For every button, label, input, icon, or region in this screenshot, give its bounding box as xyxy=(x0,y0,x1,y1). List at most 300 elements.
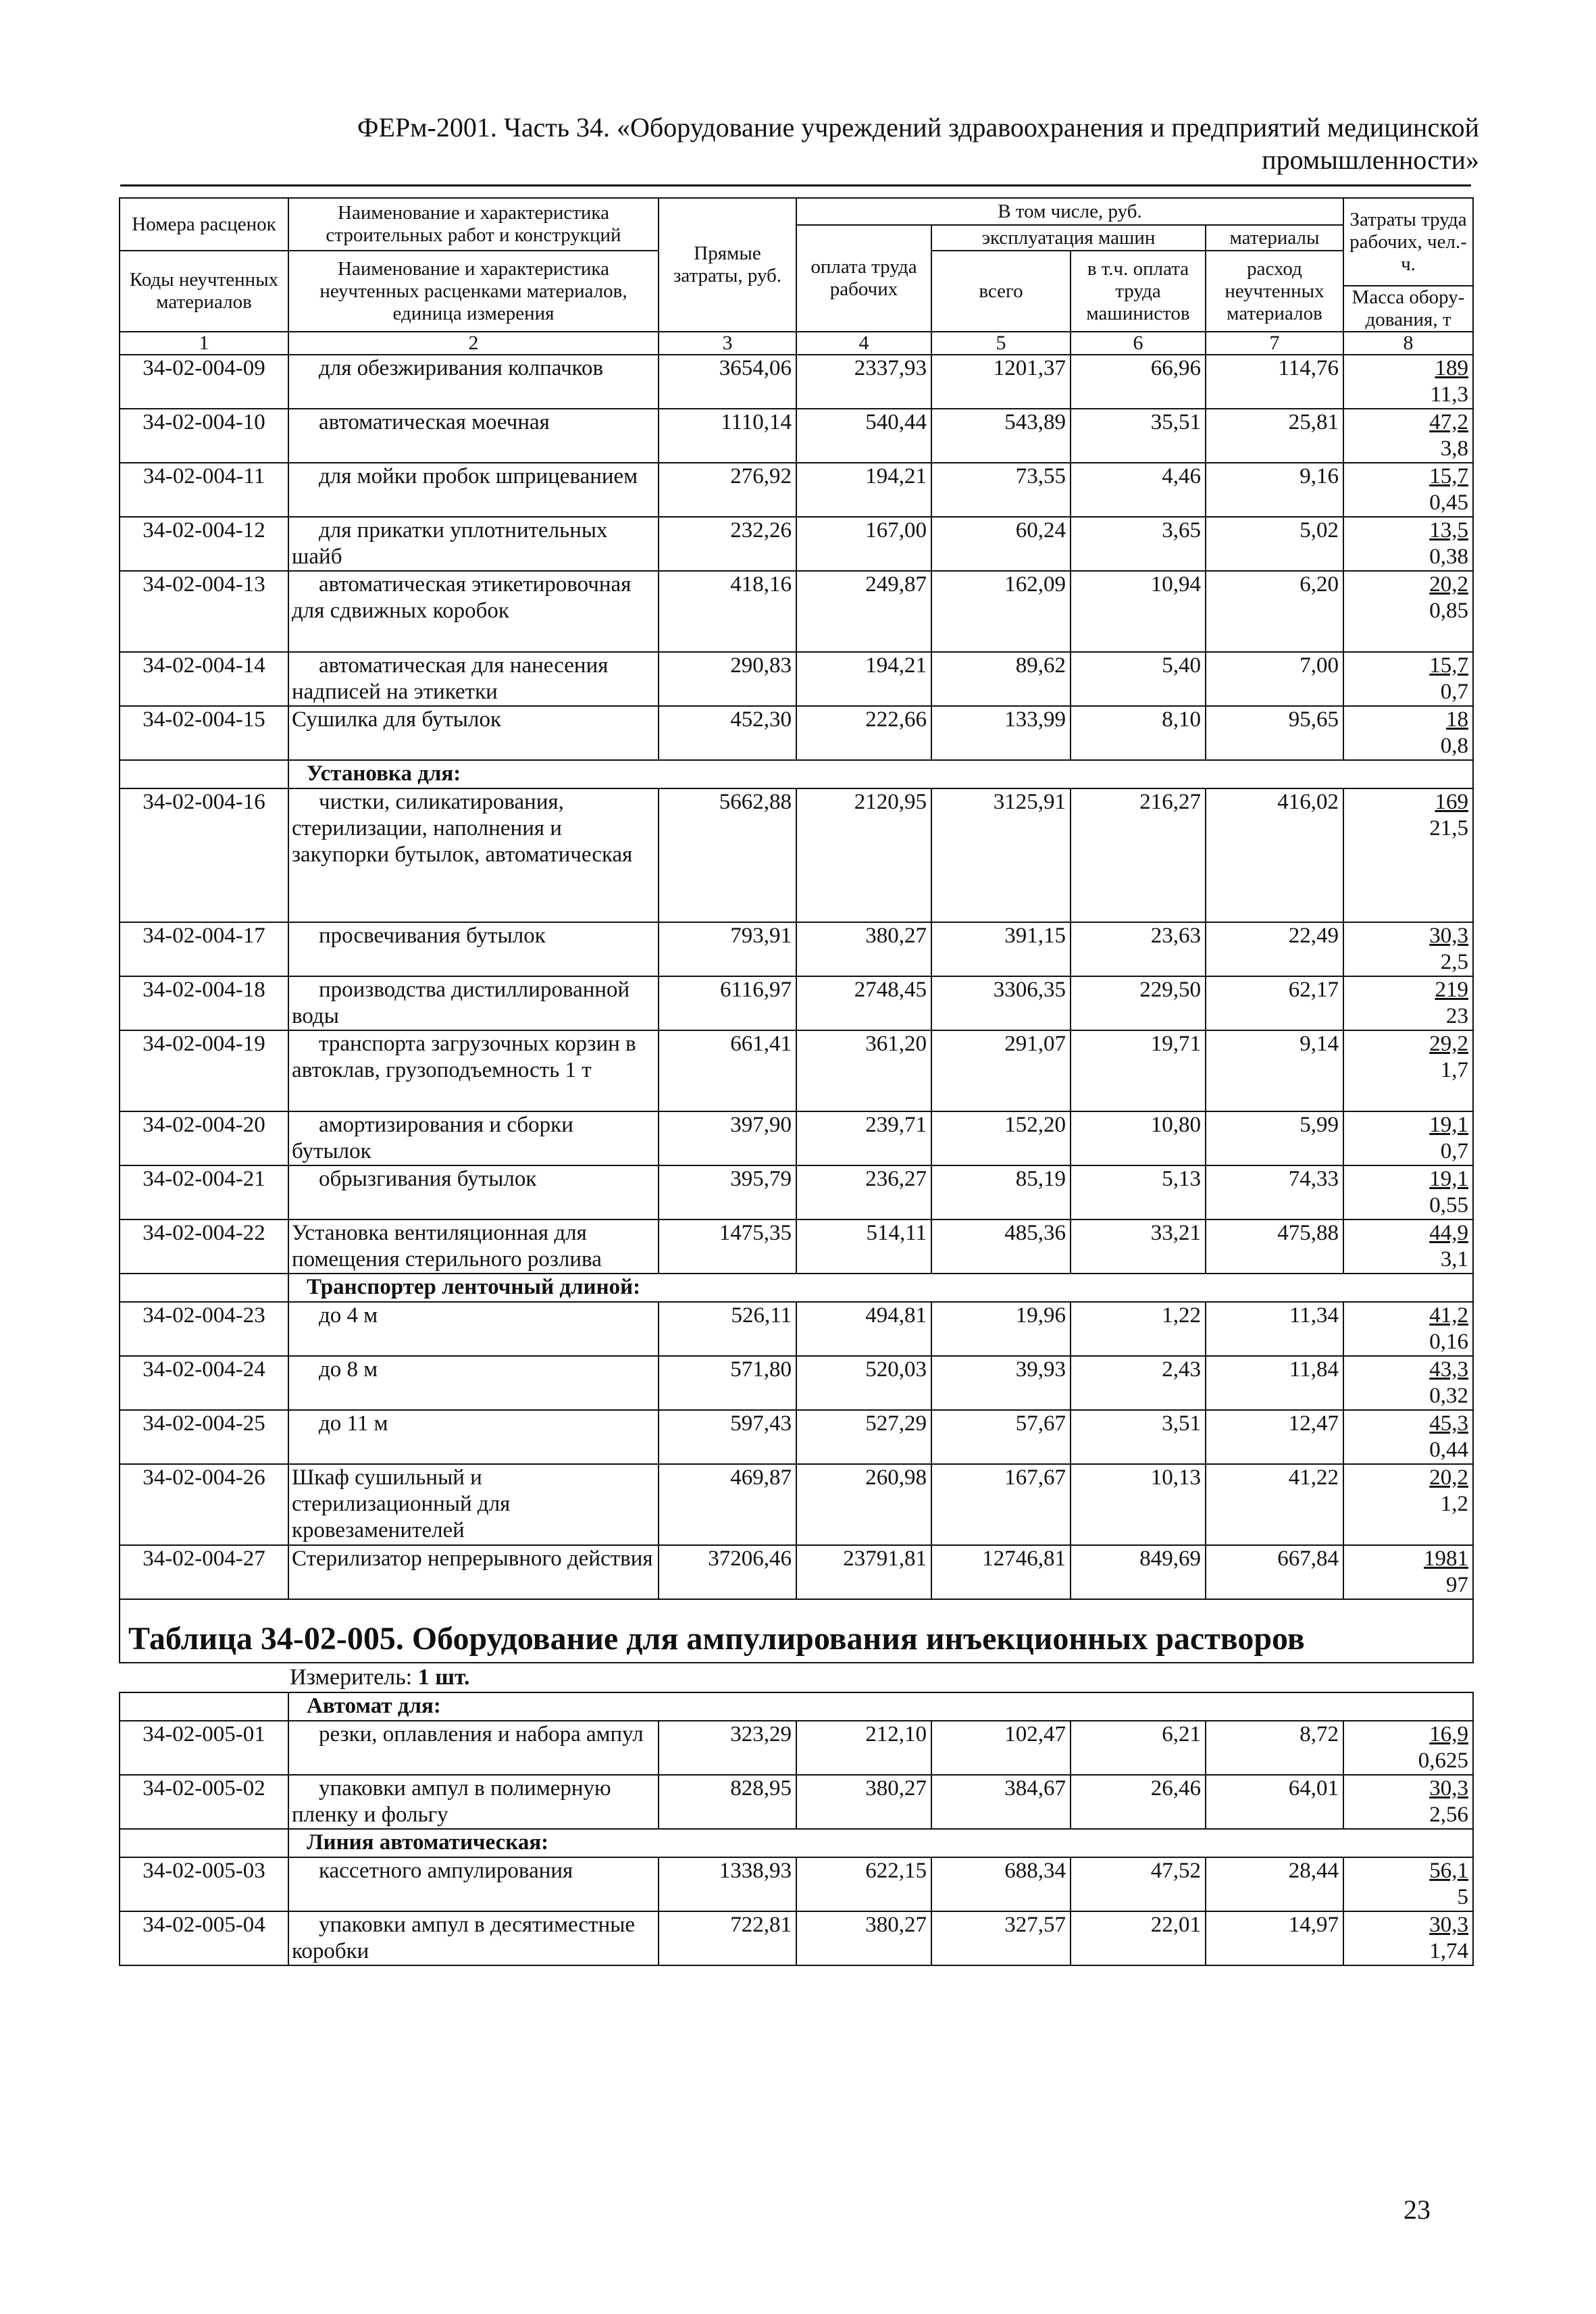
col-number: 8 xyxy=(1343,332,1473,355)
labor-mass-cell xyxy=(1343,1545,1473,1599)
rate-code: 34-02-004-10 xyxy=(120,409,288,463)
rate-code: 34-02-004-21 xyxy=(120,1165,288,1219)
cost-value: 485,36 xyxy=(931,1219,1071,1274)
cost-value: 661,41 xyxy=(659,1030,796,1111)
work-name: для обезжиривания колпачков xyxy=(288,355,659,409)
cost-value: 57,67 xyxy=(931,1410,1071,1464)
cost-value: 5,99 xyxy=(1206,1111,1343,1165)
cost-value: 526,11 xyxy=(659,1302,796,1356)
cost-value: 73,55 xyxy=(931,463,1071,517)
work-name: амортизирования и сборки бутылок xyxy=(288,1111,659,1165)
cost-value: 260,98 xyxy=(796,1464,931,1545)
cost-value: 688,34 xyxy=(931,1857,1071,1911)
col-head-incl: В том числе, руб. xyxy=(796,198,1343,225)
labor-cost: 19,1 xyxy=(1429,1113,1468,1137)
measure-value: 1 шт. xyxy=(417,1665,470,1690)
cost-value: 35,51 xyxy=(1071,409,1206,463)
labor-mass-cell xyxy=(1343,1410,1473,1464)
table-row xyxy=(120,355,1473,409)
cost-value: 229,50 xyxy=(1071,976,1206,1030)
cost-value: 380,27 xyxy=(796,1775,931,1829)
labor-mass-cell xyxy=(1343,355,1473,409)
cost-value: 19,71 xyxy=(1071,1030,1206,1111)
table-row xyxy=(120,1545,1473,1599)
labor-cost: 29,2 xyxy=(1429,1032,1468,1056)
cost-value: 828,95 xyxy=(659,1775,796,1829)
header-line-2: промышленности» xyxy=(1262,145,1479,175)
cost-value: 1201,37 xyxy=(931,355,1071,409)
work-name: чистки, силикатирования, стерилизации, наполнения и закупорки бутылок, автоматическая xyxy=(288,788,659,922)
cost-value: 395,79 xyxy=(659,1165,796,1219)
cost-value: 622,15 xyxy=(796,1857,931,1911)
cost-value: 11,84 xyxy=(1206,1356,1343,1410)
table-row xyxy=(120,922,1473,976)
rate-code: 34-02-004-22 xyxy=(120,1219,288,1274)
rate-code: 34-02-004-11 xyxy=(120,463,288,517)
cost-value: 41,22 xyxy=(1206,1464,1343,1545)
cost-value: 494,81 xyxy=(796,1302,931,1356)
cost-value: 64,01 xyxy=(1206,1775,1343,1829)
labor-cost: 30,3 xyxy=(1429,1913,1468,1937)
labor-cost: 56,1 xyxy=(1429,1859,1468,1883)
rate-code: 34-02-004-09 xyxy=(120,355,288,409)
cost-value: 239,71 xyxy=(796,1111,931,1165)
col-number: 6 xyxy=(1071,332,1206,355)
rate-code: 34-02-004-18 xyxy=(120,976,288,1030)
table-row xyxy=(120,1030,1473,1111)
cost-value: 540,44 xyxy=(796,409,931,463)
cost-value: 1,22 xyxy=(1071,1302,1206,1356)
cost-value: 384,67 xyxy=(931,1775,1071,1829)
rate-code: 34-02-004-14 xyxy=(120,652,288,706)
work-name: автоматическая этикетировочная для сдвижных коробок xyxy=(288,571,659,652)
labor-mass-cell xyxy=(1343,1721,1473,1775)
labor-mass-cell xyxy=(1343,922,1473,976)
equipment-mass: 0,32 xyxy=(1429,1384,1468,1408)
labor-mass-cell xyxy=(1343,1911,1473,1965)
work-name: Установка вентиляционная для помещения стерильного розлива xyxy=(288,1219,659,1274)
table-row xyxy=(120,409,1473,463)
col-head-mass: Масса обору-дования, т xyxy=(1343,286,1473,332)
cost-value: 1475,35 xyxy=(659,1219,796,1274)
cost-value: 5662,88 xyxy=(659,788,796,922)
cost-value: 1338,93 xyxy=(659,1857,796,1911)
labor-mass-cell xyxy=(1343,706,1473,760)
cost-value: 9,14 xyxy=(1206,1030,1343,1111)
cost-value: 3125,91 xyxy=(931,788,1071,922)
work-name: обрызгивания бутылок xyxy=(288,1165,659,1219)
col-head-machines-total: всего xyxy=(931,251,1071,332)
cost-value: 9,16 xyxy=(1206,463,1343,517)
equipment-mass: 0,16 xyxy=(1429,1330,1468,1354)
cost-value: 12,47 xyxy=(1206,1410,1343,1464)
equipment-mass: 5 xyxy=(1457,1885,1468,1909)
cost-value: 26,46 xyxy=(1071,1775,1206,1829)
labor-cost: 13,5 xyxy=(1429,518,1468,543)
equipment-mass: 0,7 xyxy=(1440,680,1468,704)
cost-value: 418,16 xyxy=(659,571,796,652)
rate-code: 34-02-004-24 xyxy=(120,1356,288,1410)
col-number: 5 xyxy=(931,332,1071,355)
labor-mass-cell xyxy=(1343,463,1473,517)
table-row xyxy=(120,1219,1473,1274)
labor-cost: 44,9 xyxy=(1429,1221,1468,1245)
labor-mass-cell xyxy=(1343,652,1473,706)
rate-code: 34-02-004-12 xyxy=(120,517,288,571)
cost-value: 3306,35 xyxy=(931,976,1071,1030)
table-row xyxy=(120,1911,1473,1965)
section-heading: Линия автоматическая: xyxy=(288,1829,1473,1857)
cost-value: 327,57 xyxy=(931,1911,1071,1965)
cost-value: 37206,46 xyxy=(659,1545,796,1599)
equipment-mass: 1,74 xyxy=(1429,1939,1468,1963)
work-name: до 8 м xyxy=(288,1356,659,1410)
cost-value: 212,10 xyxy=(796,1721,931,1775)
col-head-labor-pay: оплата труда рабочих xyxy=(796,225,931,332)
cost-value: 10,13 xyxy=(1071,1464,1206,1545)
cost-value: 2337,93 xyxy=(796,355,931,409)
col-head-codes-sub: Коды неучтенных материалов xyxy=(120,251,288,332)
section-heading: Автомат для: xyxy=(288,1692,1473,1721)
equipment-mass: 0,45 xyxy=(1429,491,1468,515)
section-blank xyxy=(120,760,288,788)
cost-value: 597,43 xyxy=(659,1410,796,1464)
work-name: автоматическая для нанесения надписей на этикетки xyxy=(288,652,659,706)
table-caption-row xyxy=(120,1599,1473,1663)
cost-value: 23791,81 xyxy=(796,1545,931,1599)
labor-cost: 19,1 xyxy=(1429,1167,1468,1191)
labor-mass-cell xyxy=(1343,1775,1473,1829)
cost-value: 11,34 xyxy=(1206,1302,1343,1356)
labor-cost: 15,7 xyxy=(1429,464,1468,488)
cost-value: 2748,45 xyxy=(796,976,931,1030)
col-head-labor: Затраты труда рабочих, чел.-ч. xyxy=(1343,198,1473,286)
labor-mass-cell xyxy=(1343,1165,1473,1219)
cost-value: 133,99 xyxy=(931,706,1071,760)
cost-value: 102,47 xyxy=(931,1721,1071,1775)
cost-value: 167,00 xyxy=(796,517,931,571)
section-row xyxy=(120,760,1473,788)
col-number: 4 xyxy=(796,332,931,355)
labor-cost: 15,7 xyxy=(1429,653,1468,678)
table-row xyxy=(120,1111,1473,1165)
labor-cost: 43,3 xyxy=(1429,1357,1468,1382)
section-row xyxy=(120,1829,1473,1857)
equipment-mass: 0,7 xyxy=(1440,1139,1468,1163)
header-line-1: ФЕРм-2001. Часть 34. «Оборудование учреждений здравоохранения и предприятий медицинской xyxy=(357,112,1479,143)
work-name: для мойки пробок шприцеванием xyxy=(288,463,659,517)
cost-value: 194,21 xyxy=(796,652,931,706)
equipment-mass: 1,2 xyxy=(1440,1492,1468,1516)
col-number: 3 xyxy=(659,332,796,355)
rate-code: 34-02-004-16 xyxy=(120,788,288,922)
labor-mass-cell xyxy=(1343,1356,1473,1410)
equipment-mass: 2,56 xyxy=(1429,1803,1468,1827)
equipment-mass: 0,44 xyxy=(1429,1438,1468,1462)
cost-value: 6116,97 xyxy=(659,976,796,1030)
cost-value: 232,26 xyxy=(659,517,796,571)
cost-value: 74,33 xyxy=(1206,1165,1343,1219)
equipment-mass: 11,3 xyxy=(1430,382,1468,407)
labor-cost: 45,3 xyxy=(1429,1411,1468,1436)
cost-value: 10,94 xyxy=(1071,571,1206,652)
labor-mass-cell xyxy=(1343,1302,1473,1356)
cost-value: 520,03 xyxy=(796,1356,931,1410)
table-row xyxy=(120,652,1473,706)
cost-value: 276,92 xyxy=(659,463,796,517)
section-blank xyxy=(120,1274,288,1302)
cost-value: 452,30 xyxy=(659,706,796,760)
page-number: 23 xyxy=(1404,2194,1431,2225)
rate-code: 34-02-005-03 xyxy=(120,1857,288,1911)
cost-value: 290,83 xyxy=(659,652,796,706)
cost-value: 8,72 xyxy=(1206,1721,1343,1775)
cost-value: 152,20 xyxy=(931,1111,1071,1165)
rate-code: 34-02-004-27 xyxy=(120,1545,288,1599)
col-head-machines: эксплуатация машин xyxy=(931,225,1206,251)
cost-value: 849,69 xyxy=(1071,1545,1206,1599)
cost-value: 66,96 xyxy=(1071,355,1206,409)
cost-value: 380,27 xyxy=(796,922,931,976)
rate-code: 34-02-004-25 xyxy=(120,1410,288,1464)
equipment-mass: 97 xyxy=(1446,1573,1468,1597)
price-table xyxy=(119,197,1474,1966)
cost-value: 7,00 xyxy=(1206,652,1343,706)
labor-mass-cell xyxy=(1343,788,1473,922)
labor-mass-cell xyxy=(1343,571,1473,652)
cost-value: 5,40 xyxy=(1071,652,1206,706)
col-number: 1 xyxy=(120,332,288,355)
cost-value: 25,81 xyxy=(1206,409,1343,463)
section-blank xyxy=(120,1829,288,1857)
cost-value: 5,02 xyxy=(1206,517,1343,571)
rate-code: 34-02-004-23 xyxy=(120,1302,288,1356)
cost-value: 361,20 xyxy=(796,1030,931,1111)
labor-mass-cell xyxy=(1343,1857,1473,1911)
col-head-direct: Прямые затраты, руб. xyxy=(659,198,796,332)
table-row xyxy=(120,1356,1473,1410)
work-name: для прикатки уплотнительных шайб xyxy=(288,517,659,571)
labor-mass-cell xyxy=(1343,976,1473,1030)
labor-cost: 41,2 xyxy=(1429,1303,1468,1328)
cost-value: 249,87 xyxy=(796,571,931,652)
cost-value: 12746,81 xyxy=(931,1545,1071,1599)
section-row xyxy=(120,1274,1473,1302)
cost-value: 291,07 xyxy=(931,1030,1071,1111)
col-head-materials-sub: расход неучтенных материалов xyxy=(1206,251,1343,332)
running-header xyxy=(317,111,1479,176)
table-row xyxy=(120,463,1473,517)
cost-value: 1110,14 xyxy=(659,409,796,463)
labor-cost: 189 xyxy=(1435,356,1468,380)
table-title: Таблица 34-02-005. Оборудование для ампулирования инъекционных растворов xyxy=(120,1599,1473,1663)
labor-mass-cell xyxy=(1343,409,1473,463)
labor-cost: 20,2 xyxy=(1429,1465,1468,1490)
cost-value: 194,21 xyxy=(796,463,931,517)
cost-value: 2,43 xyxy=(1071,1356,1206,1410)
cost-value: 667,84 xyxy=(1206,1545,1343,1599)
rate-code: 34-02-005-02 xyxy=(120,1775,288,1829)
table-row xyxy=(120,706,1473,760)
cost-value: 475,88 xyxy=(1206,1219,1343,1274)
cost-value: 571,80 xyxy=(659,1356,796,1410)
work-name: транспорта загрузочных корзин в автоклав, грузоподъемность 1 т xyxy=(288,1030,659,1111)
equipment-mass: 0,55 xyxy=(1429,1193,1468,1217)
section-row xyxy=(120,1692,1473,1721)
col-number: 7 xyxy=(1206,332,1343,355)
cost-value: 62,17 xyxy=(1206,976,1343,1030)
cost-value: 114,76 xyxy=(1206,355,1343,409)
work-name: производства дистиллированной воды xyxy=(288,976,659,1030)
work-name: резки, оплавления и набора ампул xyxy=(288,1721,659,1775)
cost-value: 397,90 xyxy=(659,1111,796,1165)
work-name: до 11 м xyxy=(288,1410,659,1464)
cost-value: 95,65 xyxy=(1206,706,1343,760)
table-row xyxy=(120,1165,1473,1219)
work-name: Стерилизатор непрерывного действия xyxy=(288,1545,659,1599)
rate-code: 34-02-004-15 xyxy=(120,706,288,760)
cost-value: 4,46 xyxy=(1071,463,1206,517)
cost-value: 167,67 xyxy=(931,1464,1071,1545)
labor-cost: 1981 xyxy=(1424,1546,1468,1571)
cost-value: 85,19 xyxy=(931,1165,1071,1219)
equipment-mass: 0,85 xyxy=(1429,599,1468,623)
labor-cost: 47,2 xyxy=(1429,410,1468,434)
table-row xyxy=(120,1857,1473,1911)
cost-value: 793,91 xyxy=(659,922,796,976)
equipment-mass: 0,38 xyxy=(1429,545,1468,569)
cost-value: 3654,06 xyxy=(659,355,796,409)
cost-value: 323,29 xyxy=(659,1721,796,1775)
equipment-mass: 1,7 xyxy=(1440,1058,1468,1082)
work-name: Сушилка для бутылок xyxy=(288,706,659,760)
work-name: Шкаф сушильный и стерилизационный для кровезаменителей xyxy=(288,1464,659,1545)
cost-value: 39,93 xyxy=(931,1356,1071,1410)
cost-value: 236,27 xyxy=(796,1165,931,1219)
cost-value: 543,89 xyxy=(931,409,1071,463)
cost-value: 3,65 xyxy=(1071,517,1206,571)
col-head-machinists: в т.ч. оплата труда машинистов xyxy=(1071,251,1206,332)
cost-value: 527,29 xyxy=(796,1410,931,1464)
cost-value: 469,87 xyxy=(659,1464,796,1545)
rate-code: 34-02-005-01 xyxy=(120,1721,288,1775)
cost-value: 28,44 xyxy=(1206,1857,1343,1911)
rate-code: 34-02-004-20 xyxy=(120,1111,288,1165)
table-row xyxy=(120,571,1473,652)
cost-value: 222,66 xyxy=(796,706,931,760)
cost-value: 19,96 xyxy=(931,1302,1071,1356)
cost-value: 216,27 xyxy=(1071,788,1206,922)
header-rule xyxy=(120,184,1471,186)
labor-cost: 219 xyxy=(1435,978,1468,1002)
equipment-mass: 2,5 xyxy=(1440,950,1468,974)
labor-mass-cell xyxy=(1343,1030,1473,1111)
equipment-mass: 3,1 xyxy=(1440,1247,1468,1272)
labor-cost: 30,3 xyxy=(1429,924,1468,948)
cost-value: 5,13 xyxy=(1071,1165,1206,1219)
cost-value: 3,51 xyxy=(1071,1410,1206,1464)
work-name: до 4 м xyxy=(288,1302,659,1356)
labor-mass-cell xyxy=(1343,517,1473,571)
col-head-name-sub: Наименование и характеристика неучтенных расценками материалов, единица измерения xyxy=(288,251,659,332)
work-name: кассетного ампулирования xyxy=(288,1857,659,1911)
equipment-mass: 0,625 xyxy=(1418,1749,1468,1773)
labor-cost: 18 xyxy=(1446,707,1468,732)
cost-value: 2120,95 xyxy=(796,788,931,922)
labor-cost: 169 xyxy=(1435,790,1468,814)
table-row xyxy=(120,1464,1473,1545)
rate-code: 34-02-004-13 xyxy=(120,571,288,652)
section-heading: Транспортер ленточный длиной: xyxy=(288,1274,1473,1302)
labor-mass-cell xyxy=(1343,1111,1473,1165)
equipment-mass: 23 xyxy=(1446,1004,1468,1028)
measure-row xyxy=(120,1663,1473,1692)
equipment-mass: 21,5 xyxy=(1429,816,1468,840)
cost-value: 89,62 xyxy=(931,652,1071,706)
labor-mass-cell xyxy=(1343,1464,1473,1545)
table-row xyxy=(120,976,1473,1030)
rate-code: 34-02-005-04 xyxy=(120,1911,288,1965)
cost-value: 14,97 xyxy=(1206,1911,1343,1965)
cost-value: 60,24 xyxy=(931,517,1071,571)
table-row xyxy=(120,1410,1473,1464)
section-heading: Установка для: xyxy=(288,760,1473,788)
work-name: автоматическая моечная xyxy=(288,409,659,463)
cost-value: 22,01 xyxy=(1071,1911,1206,1965)
cost-value: 33,21 xyxy=(1071,1219,1206,1274)
equipment-mass: 0,8 xyxy=(1440,734,1468,758)
col-head-materials: материалы xyxy=(1206,225,1343,251)
table-row xyxy=(120,788,1473,922)
cost-value: 416,02 xyxy=(1206,788,1343,922)
cost-value: 6,20 xyxy=(1206,571,1343,652)
rate-code: 34-02-004-17 xyxy=(120,922,288,976)
labor-mass-cell xyxy=(1343,1219,1473,1274)
labor-cost: 30,3 xyxy=(1429,1776,1468,1801)
table-row xyxy=(120,1775,1473,1829)
work-name: упаковки ампул в десятиместные коробки xyxy=(288,1911,659,1965)
column-numbers-row xyxy=(120,332,1473,355)
table-row xyxy=(120,517,1473,571)
labor-cost: 20,2 xyxy=(1429,572,1468,597)
col-head-name: Наименование и характеристика строительных работ и конструкций xyxy=(288,198,659,251)
cost-value: 162,09 xyxy=(931,571,1071,652)
section-blank xyxy=(120,1692,288,1721)
col-number: 2 xyxy=(288,332,659,355)
cost-value: 8,10 xyxy=(1071,706,1206,760)
work-name: просвечивания бутылок xyxy=(288,922,659,976)
measure-label: Измеритель: xyxy=(290,1665,413,1690)
table-row xyxy=(120,1721,1473,1775)
table-row xyxy=(120,1302,1473,1356)
cost-value: 6,21 xyxy=(1071,1721,1206,1775)
work-name: упаковки ампул в полимерную пленку и фольгу xyxy=(288,1775,659,1829)
rate-code: 34-02-004-19 xyxy=(120,1030,288,1111)
cost-value: 380,27 xyxy=(796,1911,931,1965)
cost-value: 10,80 xyxy=(1071,1111,1206,1165)
cost-value: 22,49 xyxy=(1206,922,1343,976)
cost-value: 722,81 xyxy=(659,1911,796,1965)
cost-value: 23,63 xyxy=(1071,922,1206,976)
cost-value: 47,52 xyxy=(1071,1857,1206,1911)
equipment-mass: 3,8 xyxy=(1440,436,1468,461)
labor-cost: 16,9 xyxy=(1429,1722,1468,1746)
cost-value: 391,15 xyxy=(931,922,1071,976)
cost-value: 514,11 xyxy=(796,1219,931,1274)
measure-unit xyxy=(120,1663,1473,1692)
col-head-codes: Номера расценок xyxy=(120,198,288,251)
rate-code: 34-02-004-26 xyxy=(120,1464,288,1545)
